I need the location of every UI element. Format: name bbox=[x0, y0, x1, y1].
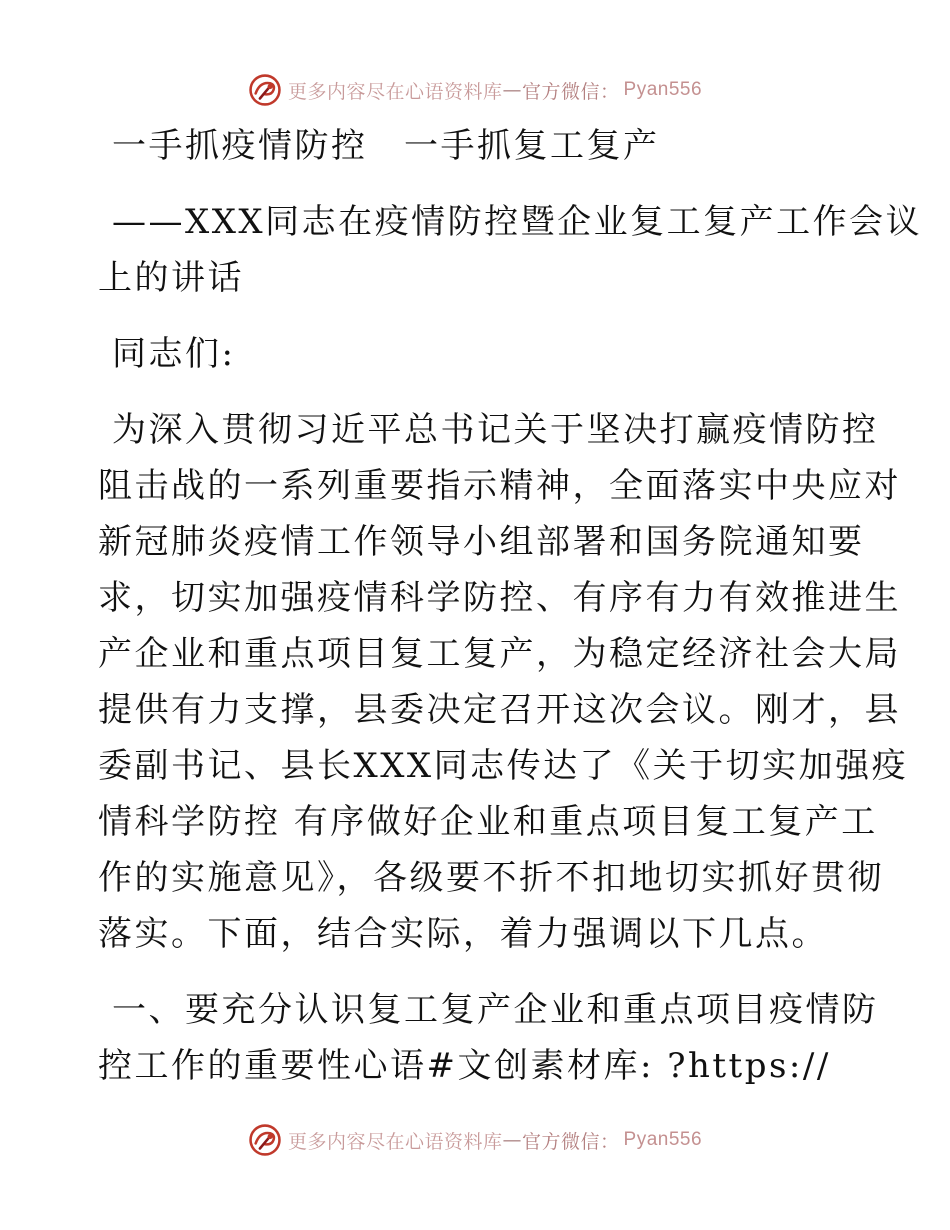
paragraph1-line: 落实。下面，结合实际，着力强调以下几点。 bbox=[98, 914, 828, 954]
section1-heading-line: 一、要充分认识复工复产企业和重点项目疫情防 bbox=[112, 990, 879, 1030]
paragraph1-line: 作的实施意见》，各级要不折不扣地切实抓好贯彻 bbox=[98, 858, 884, 898]
banner-colon: ： bbox=[600, 80, 620, 103]
header-watermark-banner bbox=[0, 70, 950, 110]
banner-wechat-label: 官方微信 bbox=[521, 1130, 600, 1153]
paragraph1-line: 委副书记、县长XXX同志传达了《关于切实加强疫 bbox=[98, 746, 909, 786]
banner-wechat-handle: Pyan556 bbox=[623, 1129, 703, 1150]
paragraph1-line: 为深入贯彻习近平总书记关于坚决打赢疫情防控 bbox=[112, 410, 879, 450]
document-title: 一手抓疫情防控 一手抓复工复产 bbox=[112, 126, 660, 166]
paragraph1-line: 产企业和重点项目复工复产，为稳定经济社会大局 bbox=[98, 634, 901, 674]
banner-wechat-handle: Pyan556 bbox=[623, 79, 703, 100]
paragraph1-line: 情科学防控 有序做好企业和重点项目复工复产工 bbox=[98, 802, 878, 842]
banner-dash: — bbox=[502, 79, 522, 101]
red-swirl-logo-icon bbox=[248, 1123, 282, 1157]
paragraph1-line: 提供有力支撑，县委决定召开这次会议。刚才，县 bbox=[98, 690, 901, 730]
document-body bbox=[98, 118, 923, 1094]
paragraph1-line: 新冠肺炎疫情工作领导小组部署和国务院通知要 bbox=[98, 522, 865, 562]
subtitle-line-2: 上的讲话 bbox=[98, 258, 244, 298]
paragraph1-line: 求，切实加强疫情科学防控、有序有力有效推进生 bbox=[98, 578, 901, 618]
subtitle-line-1: ——XXX同志在疫情防控暨企业复工复产工作会议 bbox=[112, 202, 923, 242]
banner-colon: ： bbox=[600, 1130, 620, 1153]
section1-heading-line: 控工作的重要性心语#文创素材库: ?https:// bbox=[98, 1046, 831, 1086]
banner-main-text: 更多内容尽在心语资料库 bbox=[287, 1130, 503, 1153]
salutation: 同志们: bbox=[112, 334, 236, 374]
banner-wechat-label: 官方微信 bbox=[521, 80, 600, 103]
red-swirl-logo-icon bbox=[248, 73, 282, 107]
banner-dash: — bbox=[502, 1129, 522, 1151]
banner-main-text: 更多内容尽在心语资料库 bbox=[287, 80, 503, 103]
footer-watermark-banner bbox=[0, 1120, 950, 1160]
paragraph1-line: 阻击战的一系列重要指示精神，全面落实中央应对 bbox=[98, 466, 901, 506]
